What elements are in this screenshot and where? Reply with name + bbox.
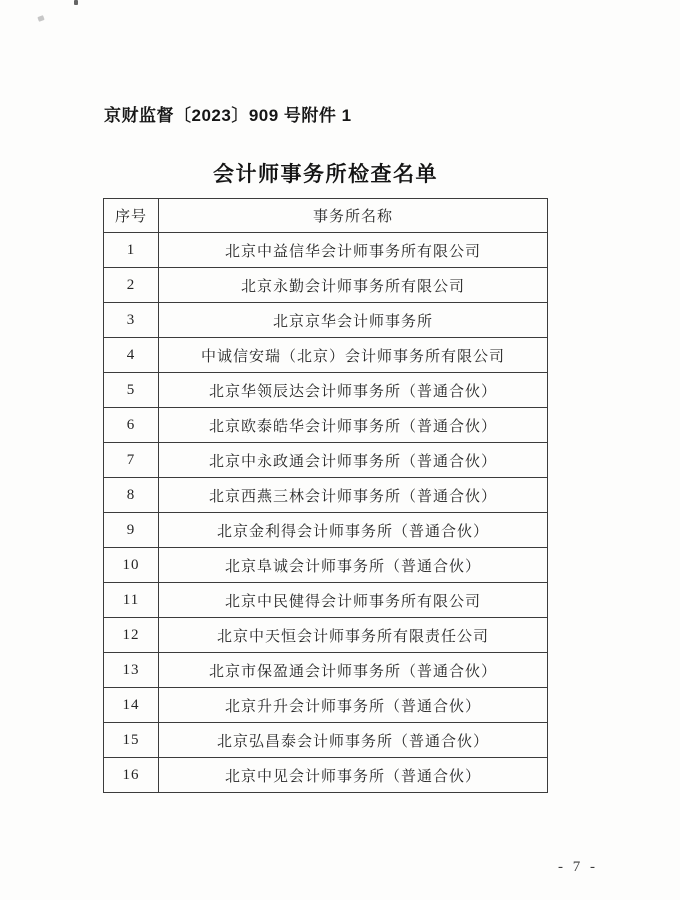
table-row [104, 653, 548, 688]
scan-speck-icon [74, 0, 78, 5]
firm-name-cell: 北京京华会计师事务所 [159, 303, 548, 338]
table-header-row [104, 199, 548, 233]
firm-name-cell: 中诚信安瑞（北京）会计师事务所有限公司 [159, 338, 548, 373]
firm-name-cell: 北京金利得会计师事务所（普通合伙） [159, 513, 548, 548]
firm-name-cell: 北京中益信华会计师事务所有限公司 [159, 233, 548, 268]
table-row [104, 233, 548, 268]
row-index-cell: 13 [104, 653, 159, 688]
column-header-firm-name: 事务所名称 [159, 199, 548, 233]
firm-name-cell: 北京中天恒会计师事务所有限责任公司 [159, 618, 548, 653]
table-row [104, 758, 548, 793]
firm-name-cell: 北京市保盈通会计师事务所（普通合伙） [159, 653, 548, 688]
table-row [104, 268, 548, 303]
table-row [104, 338, 548, 373]
table-row [104, 548, 548, 583]
row-index-cell: 14 [104, 688, 159, 723]
firm-name-cell: 北京永勤会计师事务所有限公司 [159, 268, 548, 303]
firm-name-cell: 北京华领辰达会计师事务所（普通合伙） [159, 373, 548, 408]
row-index-cell: 4 [104, 338, 159, 373]
table-row [104, 688, 548, 723]
firm-name-cell: 北京升升会计师事务所（普通合伙） [159, 688, 548, 723]
scan-speck-icon [37, 15, 44, 22]
table-row [104, 583, 548, 618]
row-index-cell: 3 [104, 303, 159, 338]
table-row [104, 443, 548, 478]
row-index-cell: 8 [104, 478, 159, 513]
firm-name-cell: 北京西燕三林会计师事务所（普通合伙） [159, 478, 548, 513]
column-header-index: 序号 [104, 199, 159, 233]
firm-name-cell: 北京中见会计师事务所（普通合伙） [159, 758, 548, 793]
row-index-cell: 12 [104, 618, 159, 653]
row-index-cell: 9 [104, 513, 159, 548]
firm-name-cell: 北京阜诚会计师事务所（普通合伙） [159, 548, 548, 583]
row-index-cell: 11 [104, 583, 159, 618]
row-index-cell: 5 [104, 373, 159, 408]
document-number: 京财监督〔2023〕909 号附件 1 [104, 106, 352, 125]
table-row [104, 408, 548, 443]
firm-name-cell: 北京弘昌泰会计师事务所（普通合伙） [159, 723, 548, 758]
row-index-cell: 7 [104, 443, 159, 478]
table-row [104, 478, 548, 513]
row-index-cell: 1 [104, 233, 159, 268]
table-row [104, 303, 548, 338]
row-index-cell: 6 [104, 408, 159, 443]
page-number: - 7 - [558, 859, 598, 875]
firm-name-cell: 北京欧泰皓华会计师事务所（普通合伙） [159, 408, 548, 443]
table-row [104, 373, 548, 408]
firm-name-cell: 北京中永政通会计师事务所（普通合伙） [159, 443, 548, 478]
row-index-cell: 2 [104, 268, 159, 303]
table-row [104, 723, 548, 758]
row-index-cell: 16 [104, 758, 159, 793]
table-row [104, 513, 548, 548]
page-title: 会计师事务所检查名单 [213, 162, 438, 186]
table-row [104, 618, 548, 653]
row-index-cell: 15 [104, 723, 159, 758]
firm-inspection-table [103, 198, 548, 793]
row-index-cell: 10 [104, 548, 159, 583]
firm-name-cell: 北京中民健得会计师事务所有限公司 [159, 583, 548, 618]
